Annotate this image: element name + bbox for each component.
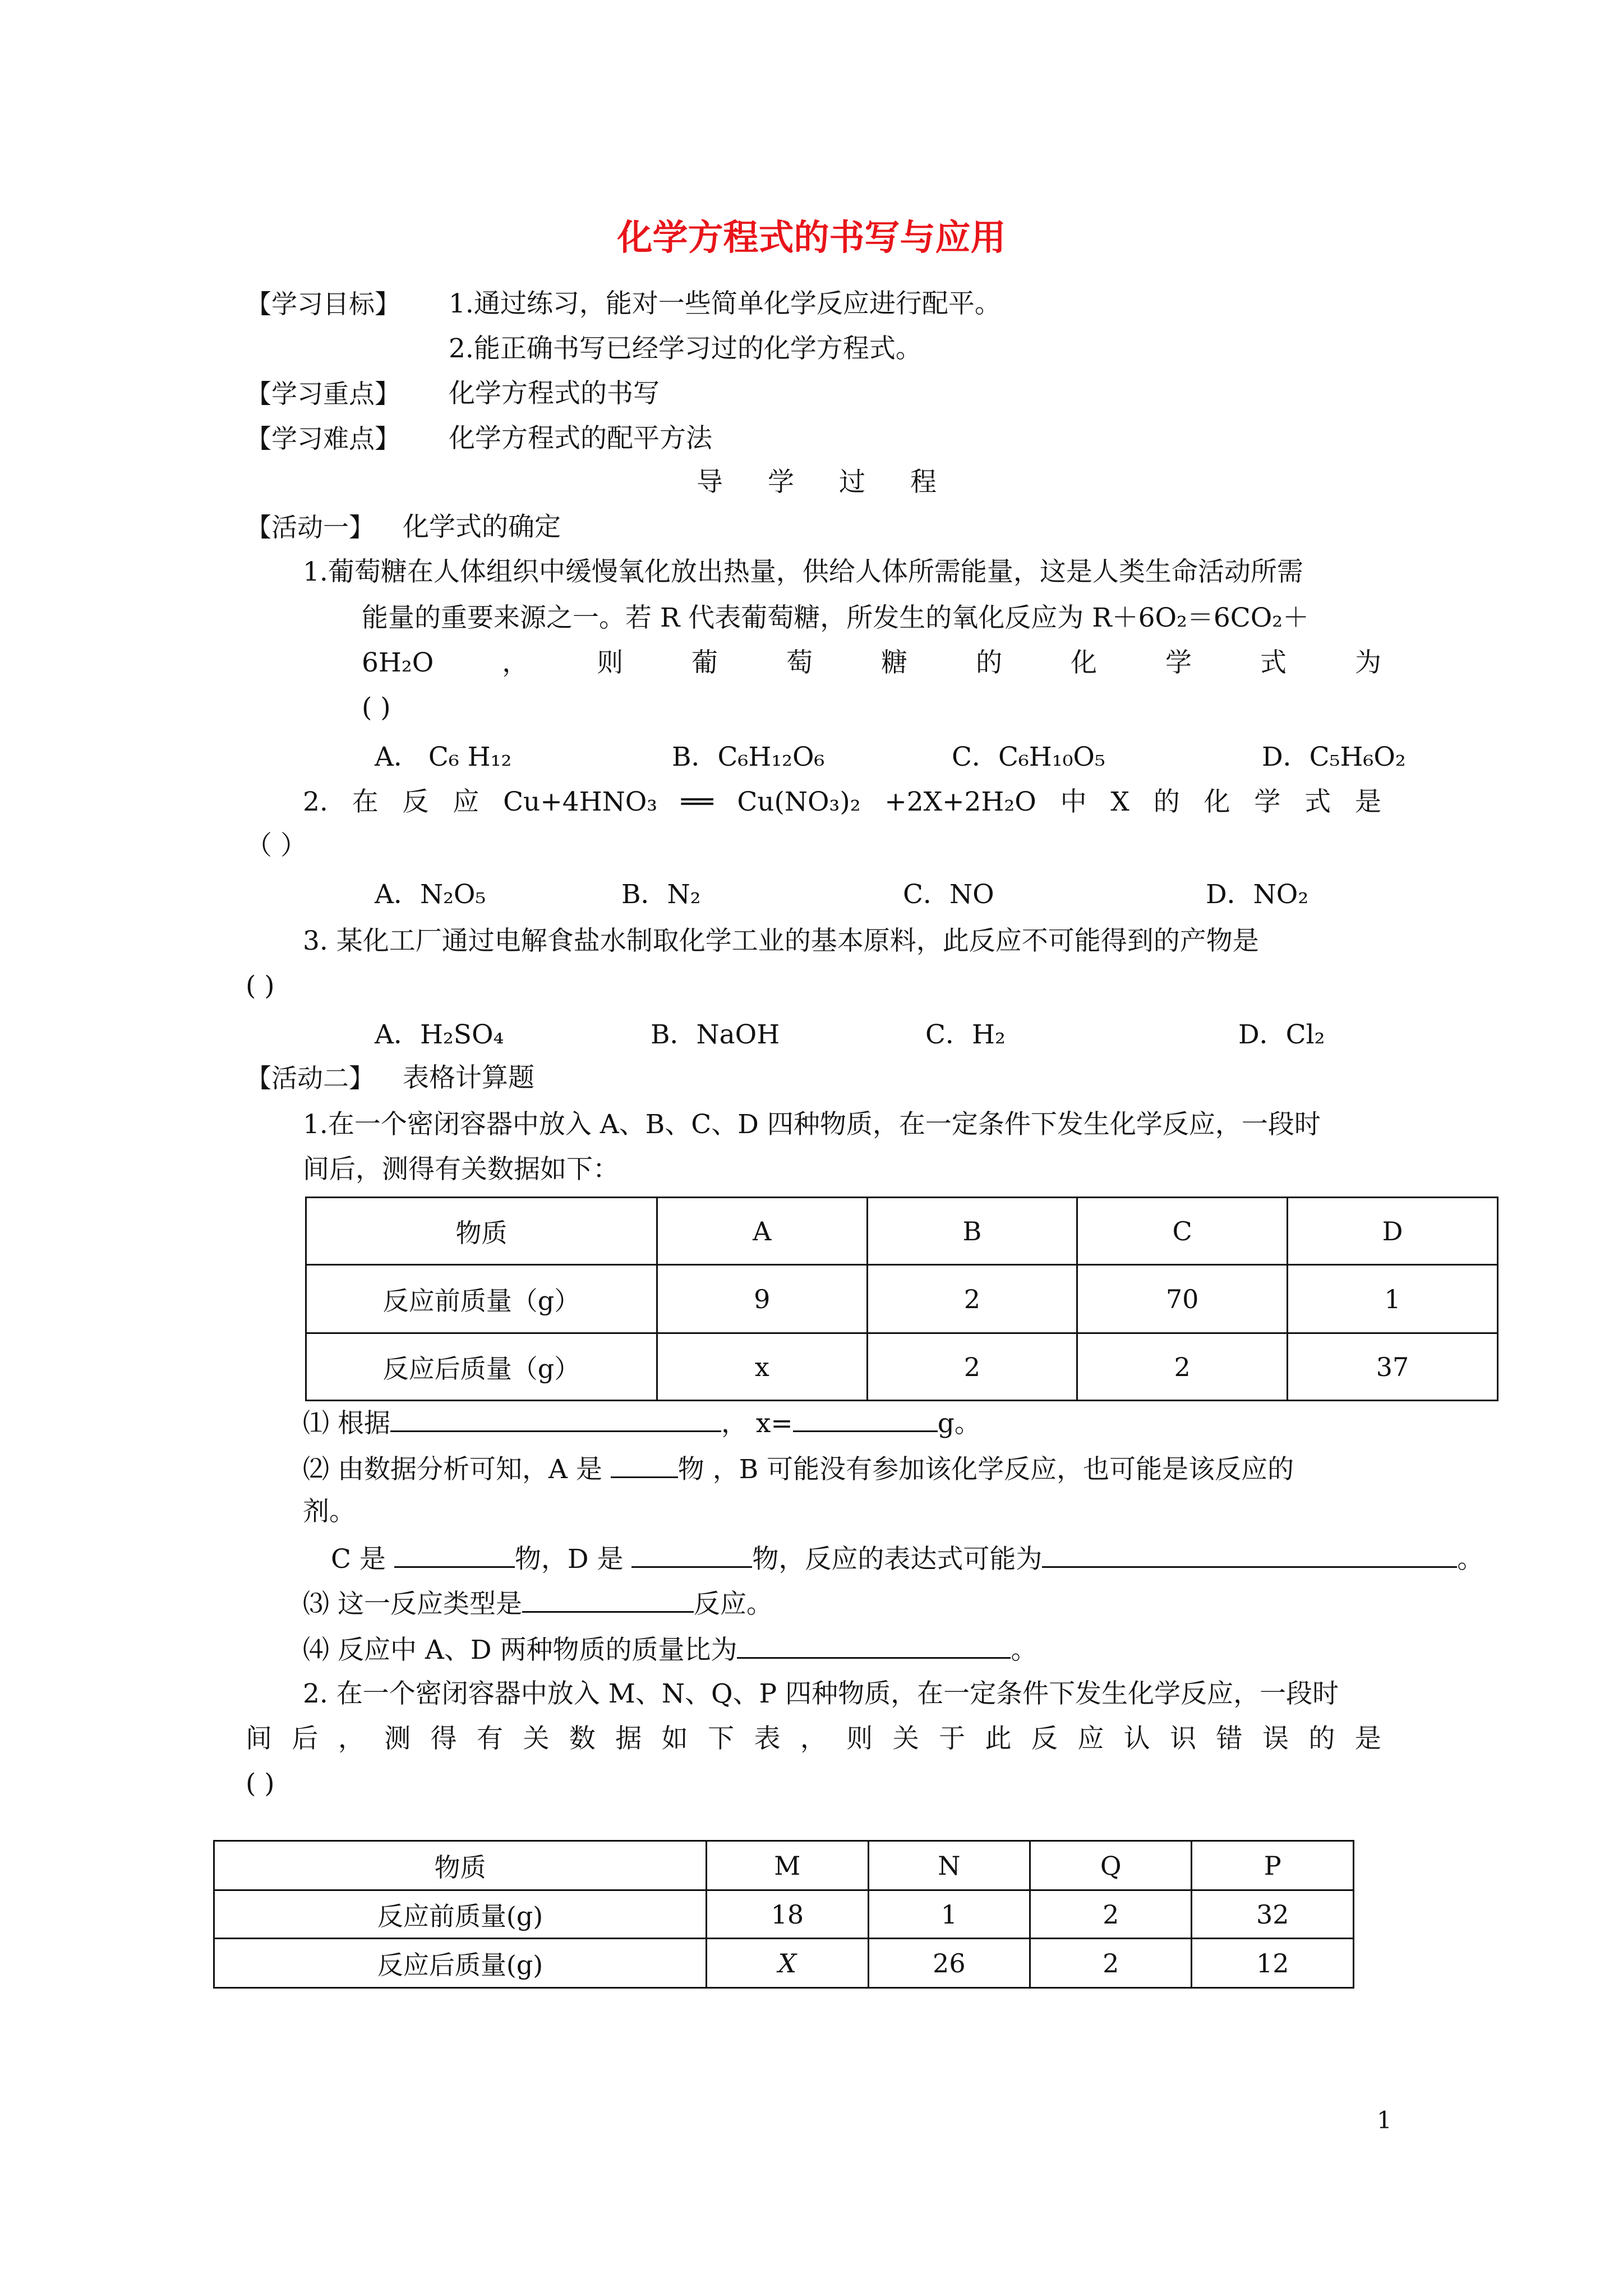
page-title: 化学方程式的书写与应用 [617, 217, 1006, 258]
a2q1-sub4 [303, 1632, 1037, 1667]
difficulty-label: 【学习难点】 [246, 424, 400, 454]
a1q2-option-c: C．NO [903, 879, 994, 910]
focus-label: 【学习重点】 [246, 379, 400, 409]
table-cell: 2 [867, 1333, 1077, 1401]
goal-item-1: 1.通过练习，能对一些简单化学反应进行配平。 [449, 288, 1001, 319]
sub3-lead: ⑶ 这一反应类型是 [303, 1589, 522, 1619]
word: 关 [523, 1723, 550, 1754]
word: 误 [1262, 1723, 1289, 1754]
a1q3-option-b: B．NaOH [651, 1019, 780, 1050]
word: 为 [1354, 647, 1381, 678]
table-cell: 反应前质量（g） [306, 1265, 657, 1333]
a1q2-line1 [303, 785, 1381, 819]
word: 则 [597, 647, 624, 678]
word: 认 [1123, 1723, 1150, 1754]
a1q2-option-b: B．N₂ [621, 879, 701, 910]
answer-blank[interactable] [611, 1452, 678, 1478]
word: 化 [1071, 647, 1098, 678]
process-char: 程 [910, 467, 937, 498]
word: 应 [453, 786, 479, 817]
a1q1-line1: 1.葡萄糖在人体组织中缓慢氧化放出热量，供给人体所需能量，这是人类生命活动所需 [303, 556, 1303, 587]
table-cell: 反应前质量(g) [214, 1890, 707, 1939]
table-cell: 1 [1288, 1265, 1498, 1333]
word: 式 [1304, 786, 1331, 817]
table-cell: X [707, 1939, 868, 1988]
table-cell: P [1192, 1841, 1354, 1890]
table-header-row [306, 1198, 1498, 1265]
sub2-d-label: 物，D 是 [514, 1544, 632, 1575]
table-header-row [214, 1841, 1354, 1890]
word: +2X+2H₂O [884, 786, 1036, 817]
table-cell: A [657, 1198, 867, 1265]
word: 有 [477, 1723, 504, 1754]
sub1-mid: ， x= [721, 1408, 793, 1439]
word: 应 [1077, 1723, 1104, 1754]
sub4-lead: ⑷ 反应中 A、D 两种物质的质量比为 [303, 1635, 737, 1665]
table-cell: 70 [1077, 1265, 1288, 1333]
table-cell: 32 [1192, 1890, 1354, 1939]
table-cell: 物质 [214, 1841, 707, 1890]
word: 的 [976, 647, 1003, 678]
table-row [214, 1939, 1354, 1988]
focus-text: 化学方程式的书写 [449, 378, 660, 409]
word: Cu(NO₃)₂ [737, 786, 861, 817]
data-table-1 [305, 1197, 1498, 1401]
table-cell: 1 [868, 1890, 1030, 1939]
word: 中 [1060, 786, 1087, 817]
goal-item-2: 2.能正确书写已经学习过的化学方程式。 [449, 333, 922, 364]
sub2-text: 物 ，B 可能没有参加该化学反应，也可能是该反应的 [677, 1454, 1294, 1485]
word: 于 [939, 1723, 966, 1754]
a2q1-sub2-line3 [331, 1542, 1483, 1576]
table-cell: 12 [1192, 1939, 1354, 1988]
word: 的 [1153, 786, 1180, 817]
table-cell: 反应后质量（g） [306, 1333, 657, 1401]
word: 据 [615, 1723, 642, 1754]
a2q2-line2 [246, 1722, 1381, 1756]
a1q1-line3 [362, 646, 1381, 680]
word: 是 [1354, 786, 1381, 817]
sub2-c-label: C 是 [331, 1544, 394, 1575]
word: ， [338, 1723, 365, 1754]
word: 得 [430, 1723, 457, 1754]
a1q2-option-a: A．N₂O₅ [375, 879, 486, 910]
a1q3-line1: 3. 某化工厂通过电解食盐水制取化学工业的基本原料，此反应不可能得到的产物是 [303, 926, 1259, 956]
word: 化 [1204, 786, 1230, 817]
word: ══ [681, 786, 713, 817]
word: 下 [708, 1723, 735, 1754]
a2q1-line2: 间后，测得有关数据如下： [303, 1154, 619, 1185]
a1q3-option-a: A．H₂SO₄ [375, 1019, 504, 1050]
word: ， [502, 647, 529, 678]
word: 识 [1170, 1723, 1197, 1754]
a1q3-paren: ( ) [246, 970, 275, 1001]
answer-blank[interactable] [1042, 1542, 1457, 1568]
a2q1-sub1 [303, 1406, 981, 1441]
word: 数 [569, 1723, 596, 1754]
word: 式 [1260, 647, 1287, 678]
table-cell: 9 [657, 1265, 867, 1333]
word: 的 [1308, 1723, 1335, 1754]
table-row [306, 1333, 1498, 1401]
activity2-label: 【活动二】 [246, 1063, 375, 1093]
table-cell: 物质 [306, 1198, 657, 1265]
page-number: 1 [1377, 2106, 1392, 2134]
word: 间 [246, 1723, 272, 1754]
word: 学 [1254, 786, 1281, 817]
process-heading [697, 466, 937, 499]
sub1-tail: g。 [937, 1408, 981, 1439]
difficulty-text: 化学方程式的配平方法 [449, 423, 712, 454]
a2q1-sub2-cont: 剂。 [303, 1496, 356, 1527]
sub2-end: 。 [1457, 1544, 1484, 1575]
word: 此 [985, 1723, 1012, 1754]
word: 学 [1165, 647, 1192, 678]
a1q1-option-b: B．C₆H₁₂O₆ [672, 742, 825, 772]
goals-label: 【学习目标】 [246, 289, 400, 319]
sub4-tail: 。 [1011, 1635, 1038, 1665]
word: 表 [754, 1723, 781, 1754]
answer-blank[interactable] [390, 1406, 721, 1432]
table-row [306, 1265, 1498, 1333]
answer-blank[interactable] [631, 1542, 752, 1568]
table-cell: N [868, 1841, 1030, 1890]
a2q1-sub3 [303, 1586, 773, 1621]
word: X [1110, 786, 1129, 817]
word: Cu+4HNO₃ [503, 786, 658, 817]
table-cell: 2 [1030, 1890, 1192, 1939]
sub3-tail: 反应。 [693, 1589, 773, 1619]
word: 糖 [881, 647, 908, 678]
table-cell: 2 [1077, 1333, 1288, 1401]
table-cell: 18 [707, 1890, 868, 1939]
a1q1-line2: 能量的重要来源之一。若 R 代表葡萄糖，所发生的氧化反应为 R＋6O₂＝6CO₂＋ [362, 602, 1310, 633]
answer-blank[interactable] [793, 1406, 938, 1432]
table-row [214, 1890, 1354, 1939]
word: 是 [1354, 1723, 1381, 1754]
table-cell: M [707, 1841, 868, 1890]
word: 反 [402, 786, 429, 817]
table-cell: 2 [867, 1265, 1077, 1333]
table-cell: 37 [1288, 1333, 1498, 1401]
word: 葡 [691, 647, 718, 678]
table-cell: 2 [1030, 1939, 1192, 1988]
activity1-title: 化学式的确定 [403, 512, 561, 542]
word: 萄 [786, 647, 813, 678]
a1q3-option-d: D．Cl₂ [1238, 1019, 1325, 1050]
a2q2-paren: ( ) [246, 1768, 275, 1799]
process-char: 导 [697, 467, 723, 498]
table-cell: 26 [868, 1939, 1030, 1988]
a1q1-option-d: D．C₅H₆O₂ [1262, 742, 1406, 772]
word: ， [800, 1723, 827, 1754]
answer-blank[interactable] [522, 1586, 694, 1613]
sub1-lead: ⑴ 根据 [303, 1408, 390, 1439]
a1q3-option-c: C．H₂ [925, 1019, 1006, 1050]
activity2-title: 表格计算题 [403, 1062, 534, 1093]
data-table-2 [213, 1840, 1354, 1989]
table-cell: D [1288, 1198, 1498, 1265]
a1q2-paren: （ ） [246, 830, 307, 861]
word: 后 [292, 1723, 319, 1754]
a1q1-option-a: A． C₆ H₁₂ [375, 742, 512, 772]
answer-blank[interactable] [737, 1632, 1011, 1659]
word: 关 [892, 1723, 919, 1754]
word: 如 [661, 1723, 688, 1754]
table-cell: Q [1030, 1841, 1192, 1890]
word: 测 [384, 1723, 411, 1754]
word: 则 [846, 1723, 873, 1754]
a1q1-paren: ( ) [362, 692, 391, 723]
table-cell: x [657, 1333, 867, 1401]
word: 错 [1216, 1723, 1243, 1754]
sub2-lead: ⑵ 由数据分析可知，A 是 [303, 1454, 611, 1485]
a2q1-sub2 [303, 1452, 1294, 1487]
a1q1-option-c: C．C₆H₁₀O₅ [952, 742, 1105, 772]
word: 在 [352, 786, 379, 817]
word: 反 [1031, 1723, 1058, 1754]
answer-blank[interactable] [394, 1542, 515, 1568]
word: 2. [303, 786, 328, 817]
table-cell: B [867, 1198, 1077, 1265]
process-char: 过 [839, 467, 865, 498]
activity1-label: 【活动一】 [246, 512, 375, 542]
a1q2-option-d: D．NO₂ [1206, 879, 1309, 910]
a2q1-line1: 1.在一个密闭容器中放入 A、B、C、D 四种物质，在一定条件下发生化学反应，一段时 [303, 1109, 1321, 1140]
a2q2-line1: 2. 在一个密闭容器中放入 M、N、Q、P 四种物质，在一定条件下发生化学反应，一段时 [303, 1678, 1339, 1709]
word: 6H₂O [362, 647, 434, 678]
table-cell: C [1077, 1198, 1288, 1265]
table-cell: 反应后质量(g) [214, 1939, 707, 1988]
process-char: 学 [768, 467, 794, 498]
sub2-expr-label: 物，反应的表达式可能为 [752, 1544, 1043, 1575]
